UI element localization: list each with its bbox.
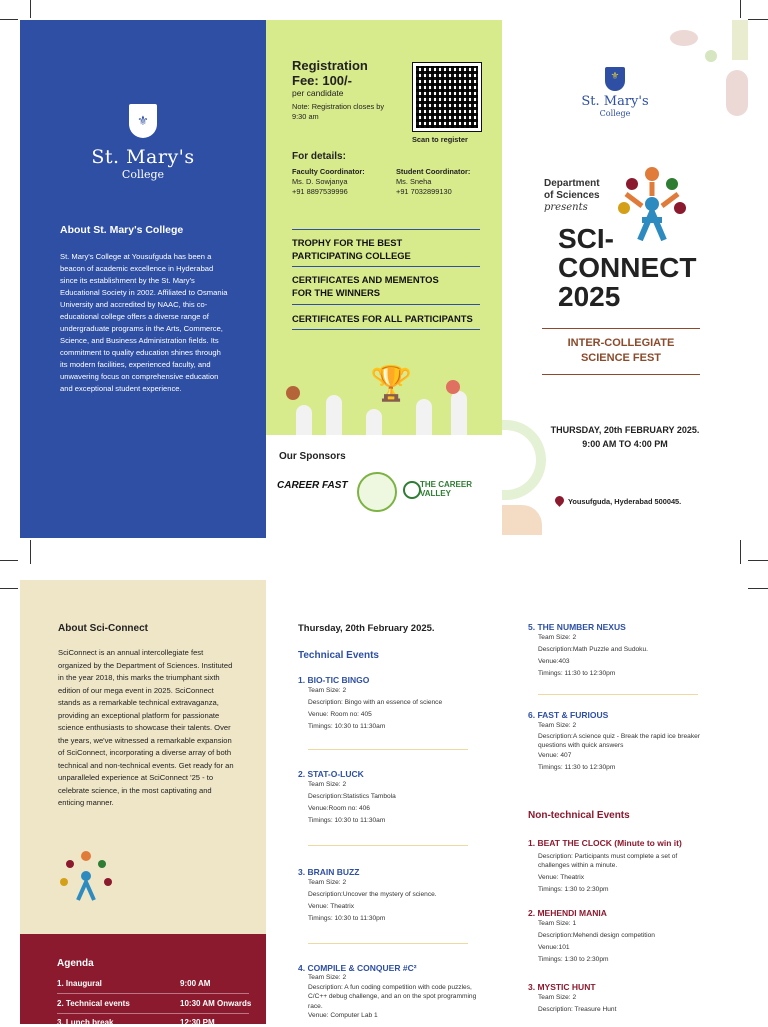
divider (308, 943, 468, 944)
crop-mark (740, 540, 741, 564)
event-card (528, 982, 708, 1016)
registration-per: per candidate (292, 88, 344, 98)
agenda-item-time: 12:30 PM (180, 1018, 215, 1027)
people-circle-logo (612, 160, 692, 250)
event-team: Team Size: 2 (538, 722, 577, 729)
event-desc: Description: Treasure Hunt (538, 1006, 617, 1013)
divider (292, 266, 480, 267)
event-timing: Timings: 11:30 to 12:30pm (538, 764, 616, 771)
divider (57, 993, 249, 994)
scan-label: Scan to register (412, 135, 468, 144)
agenda-panel (20, 934, 266, 1027)
event-timing: Timings: 1:30 to 2:30pm (538, 956, 609, 963)
trophy-icon: 🏆 (370, 365, 413, 403)
event-venue: Venue: Computer Lab 1 (308, 1012, 378, 1019)
event-name: 2. STAT-O-LUCK (298, 769, 364, 779)
dept-line1: Department (544, 178, 600, 189)
sponsor-badge-logo[interactable] (357, 472, 397, 512)
student-name: Ms. Sneha (396, 177, 432, 186)
cover-college-logo (555, 67, 675, 118)
event-date: THURSDAY, 20th FEBRUARY 2025. (550, 425, 700, 435)
registration-note: Note: Registration closes by 9:30 am (292, 102, 385, 121)
cover-college-name: St. Mary's (581, 94, 649, 109)
logo-head (645, 167, 659, 181)
event-team: Team Size: 2 (538, 634, 577, 641)
crop-mark (30, 540, 31, 564)
event-name: 1. BEAT THE CLOCK (Minute to win it) (528, 838, 682, 848)
sponsor-career-fast[interactable]: CAREER FAST (277, 480, 348, 491)
faculty-name: Ms. D. Sowjanya (292, 177, 348, 186)
event-timing: Timings: 10:30 to 11:30am (308, 723, 386, 730)
details-title: For details: (292, 151, 346, 162)
decor-blob (732, 20, 748, 60)
event-card (298, 769, 473, 827)
trophy-illustration (266, 360, 502, 435)
event-venue: Venue:101 (538, 944, 570, 951)
hand-icon (416, 399, 432, 435)
subtitle-line1: INTER-COLLEGIATE (567, 337, 675, 349)
department-label (544, 178, 600, 214)
event-team: Team Size: 2 (308, 879, 347, 886)
hand-icon (326, 395, 342, 435)
fist-icon (286, 386, 300, 400)
crop-mark (748, 588, 768, 589)
event-timing: Timings: 1:30 to 2:30pm (538, 886, 609, 893)
logo-body (640, 212, 664, 240)
event-name: 2. MEHENDI MANIA (528, 908, 607, 918)
event-venue: Venue: Theatrix (308, 903, 355, 910)
fist-icon (446, 380, 460, 394)
about-fest-body: SciConnect is an annual intercollegiate fest organized by the Department of Sciences. Instituted in the year 2018, this marks the triumphant sixth edition of our mega event in 2025. SciConnect stands as a remarkable technical extravaganza, providing an exceptional platform for passionate science enthusiasts to showcase their talents. Over the years, we've witnessed a remarkable expansion of SciConnect, incorporating a diverse array of both technical and non-technical events. Get ready for an unparalleled experience at SciConnect '25 - to celebrate science, in the most captivating and enticing manner. (58, 648, 234, 807)
dept-line2: of Sciences (544, 190, 600, 201)
event-details (298, 685, 473, 733)
registration-title: Registration (292, 58, 368, 73)
divider (542, 328, 700, 329)
registration-block (292, 58, 392, 122)
event-card (528, 710, 700, 774)
divider (292, 229, 480, 230)
event-date-time (536, 423, 714, 451)
event-team: Team Size: 1 (538, 920, 577, 927)
event-timing: Timings: 10:30 to 11:30pm (308, 915, 386, 922)
logo-head (626, 178, 638, 190)
event-details (528, 848, 708, 896)
about-college-title: About St. Mary's College (60, 224, 184, 236)
crop-mark (0, 588, 18, 589)
divider (308, 845, 468, 846)
event-desc: Description: A fun coding competition with code puzzles, C/C++ debug challenge, and an on the spot programming race. (308, 983, 477, 1010)
event-name: 1. BIO-TIC BINGO (298, 675, 370, 685)
event-venue: Venue:Room no: 406 (308, 805, 370, 812)
agenda-item-time: 10:30 AM Onwards (180, 999, 252, 1008)
crop-mark (30, 0, 31, 18)
prize-1: TROPHY FOR THE BEST PARTICIPATING COLLEGE (292, 237, 411, 261)
crop-mark (0, 19, 18, 20)
event-name: 4. COMPILE & CONQUER #C² (298, 963, 417, 973)
event-time: 9:00 AM TO 4:00 PM (582, 439, 668, 449)
agenda-item-label: 2. Technical events (57, 999, 130, 1008)
cover-title-line1: SCI- (558, 223, 614, 254)
crop-mark (0, 560, 18, 561)
event-timing: Timings: 11:30 to 12:30pm (538, 670, 616, 677)
event-desc: Description:Statistics Tambola (308, 793, 396, 800)
logo-head (60, 878, 68, 886)
hand-icon (296, 405, 312, 435)
divider (542, 374, 700, 375)
event-name: 3. BRAIN BUZZ (298, 867, 360, 877)
shield-icon: ⚜ (129, 104, 157, 138)
crop-mark (748, 19, 768, 20)
event-card (528, 838, 708, 896)
event-details (528, 632, 718, 680)
sponsor-career-valley[interactable]: THE CAREER VALLEY (420, 480, 473, 498)
event-name: 3. MYSTIC HUNT (528, 982, 596, 992)
about-fest-panel (20, 580, 266, 934)
event-card (298, 675, 473, 733)
event-desc: Description:A science quiz - Break the rapid ice breaker questions with quick answers (538, 733, 700, 749)
event-details (528, 992, 708, 1016)
presents-label: presents (544, 202, 588, 213)
faculty-coordinator (292, 167, 365, 197)
cover-title-line2 (558, 253, 696, 283)
decor-blob (670, 30, 698, 46)
event-team: Team Size: 2 (308, 974, 347, 981)
subtitle-line2: SCIENCE FEST (580, 352, 662, 364)
logo-head (674, 202, 686, 214)
event-venue: Venue:403 (538, 658, 570, 665)
college-sub: College (121, 168, 165, 181)
fest-logo (56, 848, 116, 904)
nontech-events-title: Non-technical Events (528, 810, 630, 821)
divider (308, 749, 468, 750)
about-fest-title: About Sci-Connect (58, 623, 148, 634)
college-panel (20, 20, 266, 538)
divider (292, 304, 480, 305)
event-desc: Description:Math Puzzle and Sudoku. (538, 646, 648, 653)
decor-blob (705, 50, 717, 62)
faculty-label: Faculty Coordinator: (292, 167, 365, 176)
crop-mark (748, 560, 768, 561)
logo-head (81, 851, 91, 861)
logo-head (66, 860, 74, 868)
hand-icon (451, 391, 467, 435)
prize-3: CERTIFICATES FOR ALL PARTICIPANTS (292, 313, 473, 324)
event-timing: Timings: 10:30 to 11:30am (308, 817, 386, 824)
logo-head (618, 202, 630, 214)
decor-blob (726, 70, 748, 116)
technical-events-title: Technical Events (298, 650, 379, 661)
faculty-phone: +91 8897539996 (292, 187, 348, 196)
agenda-title: Agenda (57, 958, 94, 969)
college-name: St. Mary's (91, 146, 195, 168)
event-desc: Description: Bingo with an essence of science (308, 699, 443, 706)
event-details (298, 877, 473, 925)
logo-head (666, 178, 678, 190)
cover-subtitle (542, 336, 700, 366)
qr-code[interactable] (413, 63, 481, 131)
prize-2: CERTIFICATES AND MEMENTOS FOR THE WINNERS (292, 274, 439, 298)
about-college-body: St. Mary's College at Yousufguda has been a beacon of academic excellence in Hyderabad since its establishment by the St. Mary's Educational Society in 2002. Affiliated to Osmania University and accredited by NAAC, this co-educational college offers a diverse range of undergraduate programs in the Arts, Commerce, Science, and Business Administration fields. Its commitment to quality education shines through its modern facilities, experienced faculty, and unwavering focus on comprehensive education and exceptional student experience. (60, 252, 228, 393)
event-team: Team Size: 2 (308, 781, 347, 788)
student-phone: +91 7032899130 (396, 187, 452, 196)
divider (292, 329, 480, 330)
event-team: Team Size: 2 (538, 994, 577, 1001)
decor-blob (502, 505, 542, 535)
event-location: Yousufguda, Hyderabad 500045. (568, 497, 682, 506)
cover-title-year: 2025 (558, 281, 621, 312)
career-valley-icon (403, 481, 421, 499)
college-logo (20, 104, 266, 181)
cover-college-sub: College (599, 109, 631, 118)
event-venue: Venue: Room no: 405 (308, 711, 372, 718)
student-label: Student Coordinator: (396, 167, 471, 176)
event-name: 6. FAST & FURIOUS (528, 710, 609, 720)
event-card (528, 908, 708, 966)
location-pin-icon (553, 494, 566, 507)
hand-icon (366, 409, 382, 435)
event-name: 5. THE NUMBER NEXUS (528, 622, 626, 632)
event-desc: Description:Mehendi design competition (538, 932, 655, 939)
event-details (528, 720, 700, 774)
shield-icon: ⚜ (605, 67, 625, 91)
event-card (298, 963, 478, 1021)
agenda-item-time: 9:00 AM (180, 979, 211, 988)
event-card (298, 867, 473, 925)
agenda-item-label: 1. Inaugural (57, 979, 102, 988)
schedule-date: Thursday, 20th February 2025. (298, 623, 435, 634)
crop-mark (740, 0, 741, 18)
event-details (528, 918, 708, 966)
event-desc: Description: Participants must complete a set of challenges within a minute. (538, 853, 678, 869)
event-card (528, 622, 718, 680)
event-team: Team Size: 2 (308, 687, 347, 694)
cover-title-connect: CONNECT (558, 252, 697, 283)
divider (57, 1013, 249, 1014)
logo-body (78, 882, 94, 900)
sponsors-title: Our Sponsors (279, 451, 346, 462)
event-details (298, 779, 473, 827)
event-venue: Venue: 407 (538, 752, 572, 759)
event-venue: Venue: Theatrix (538, 874, 585, 881)
event-desc: Description:Uncover the mystery of science. (308, 891, 437, 898)
logo-head (98, 860, 106, 868)
agenda-item-label: 3. Lunch break (57, 1018, 114, 1027)
divider (538, 694, 698, 695)
student-coordinator (396, 167, 470, 197)
registration-fee: Fee: 100/- (292, 73, 352, 88)
event-details (298, 973, 478, 1021)
logo-head (104, 878, 112, 886)
